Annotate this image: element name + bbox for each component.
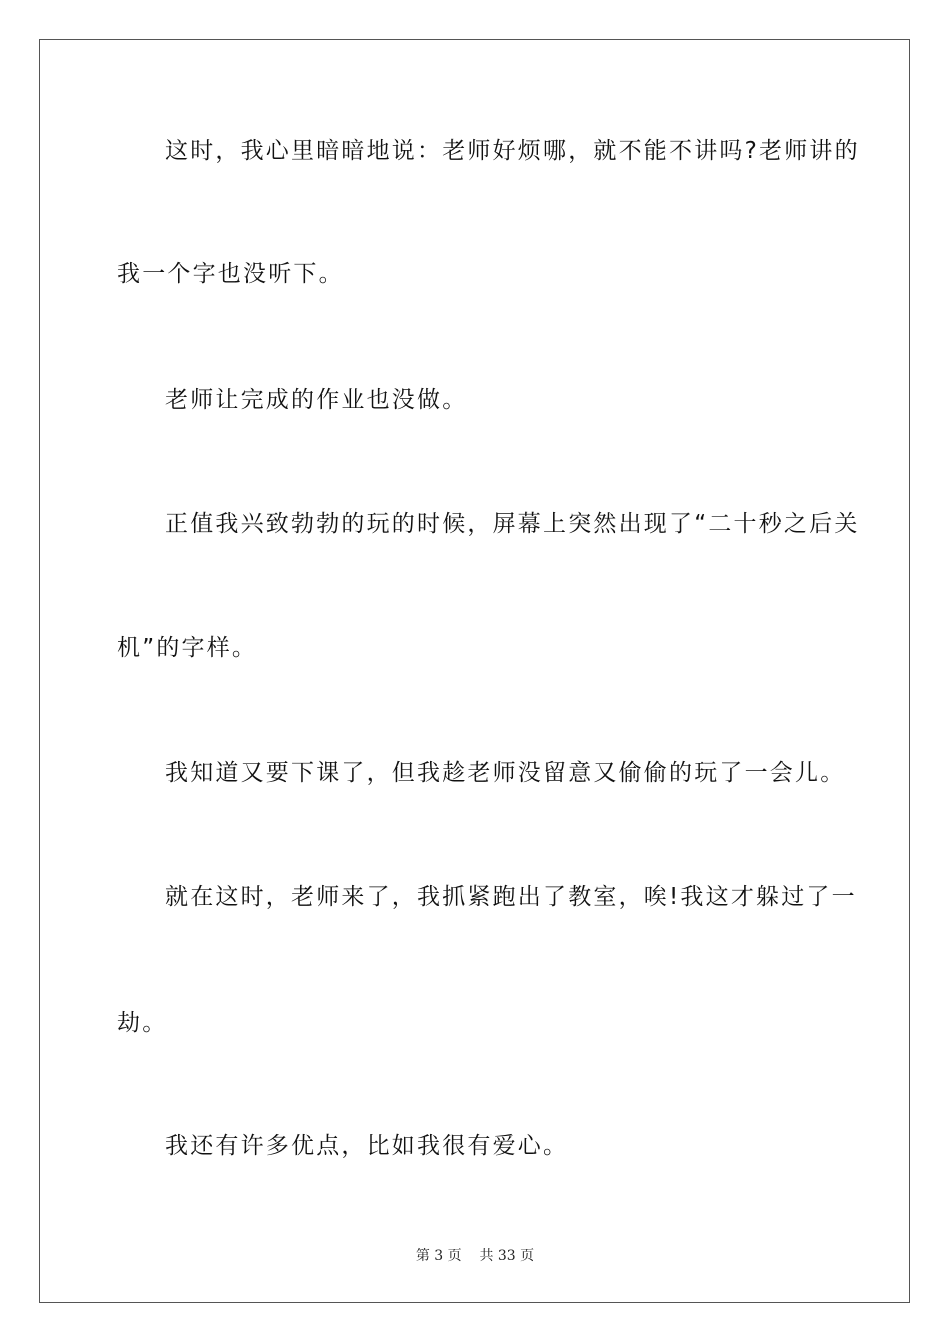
paragraph-line: 正值我兴致勃勃的玩的时候，屏幕上突然出现了“二十秒之后关 [165,511,860,537]
page-border [39,39,910,1303]
page-total: 共 33 页 [479,1248,535,1264]
paragraph-line: 老师让完成的作业也没做。 [165,387,468,413]
paragraph-line: 就在这时，老师来了，我抓紧跑出了教室，唉!我这才躲过了一 [165,884,857,910]
paragraph-line: 劫。 [117,1010,168,1036]
paragraph-line: 我一个字也没听下。 [117,261,344,287]
page-number: 第 3 页 [415,1248,462,1264]
page-footer [0,1247,950,1265]
paragraph-line: 我还有许多优点，比如我很有爱心。 [165,1133,569,1159]
paragraph-line: 我知道又要下课了，但我趁老师没留意又偷偷的玩了一会儿。 [165,760,846,786]
paragraph-line: 机”的字样。 [117,635,258,661]
paragraph-line: 这时，我心里暗暗地说：老师好烦哪，就不能不讲吗?老师讲的 [165,138,860,164]
